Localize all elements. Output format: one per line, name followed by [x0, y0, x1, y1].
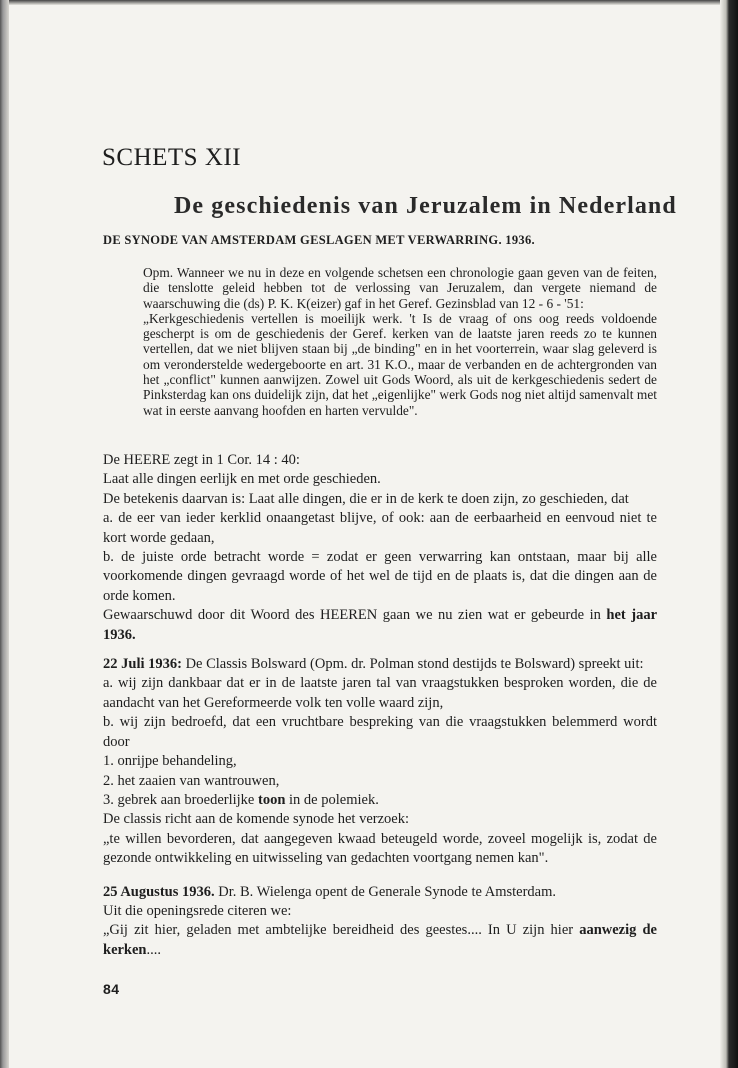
body-line: b. de juiste orde betracht worde = zodat er geen verwarring kan ontstaan, maar bij alle voorkomende dingen gevraagd worde of het wel de tijd en de plaats is, dat die dingen aan de orde komen.	[103, 549, 657, 604]
note-quote: „Kerkgeschiedenis vertellen is moeilijk werk. 't Is de vraag of ons oog reeds voldoende gescherpt is om de geschiedenis der Geref. kerken van de laatste jaren reeds zo te kunnen vertellen, dat we niet blijven staan bij „de binding" en in het voorterrein, waar slag geleverd is om veronderstelde wedergeboorte en art. 31 K.O., maar de verbanden en de achtergronden van het „conflict" kunnen aanwijzen. Zowel uit Gods Woord, als uit de kerkgeschiedenis sedert de Pinksterdag kan ons duidelijk zijn, dat het „eigenlijke" werk Gods nog niet altijd samenvalt met wat in eerste aanvang hoofden en harten vervulde".	[143, 310, 657, 418]
list-item: 3. gebrek aan broederlijke toon in de polemiek.	[103, 791, 379, 808]
entry-august: 25 Augustus 1936. Dr. B. Wielenga opent de Generale Synode te Amsterdam.	[103, 883, 557, 900]
body-line: De betekenis daarvan is: Laat alle dingen, die er in de kerk te doen zijn, zo geschieden, dat	[103, 490, 629, 507]
body-line: De classis richt aan de komende synode het verzoek:	[103, 811, 410, 828]
list-item: 2. het zaaien van wantrouwen,	[103, 772, 280, 789]
body-line: a. wij zijn dankbaar dat er in de laatste jaren tal van vraagstukken besproken worden, die de aandacht van het Gereformeerde volk ten volle waard zijn,	[103, 675, 657, 711]
body-line: De HEERE zegt in 1 Cor. 14 : 40:	[103, 452, 300, 468]
note-paragraph: Opm. Wanneer we nu in deze en volgende schetsen een chronologie gaan geven van de feiten, die tenslotte geleid hebben tot de verlossing van Jeruzalem, dan vergete niemand de waarschuwing die (ds) P. K. K(eizer) gaf in het Geref. Gezinsblad van 12 - 6 - '51:	[143, 265, 657, 311]
body-text	[103, 451, 657, 960]
page-number: 84	[103, 981, 120, 997]
body-line: „te willen bevorderen, dat aangegeven kwaad beteugeld worde, zoveel mogelijk is, zodat de gezonde ontwikkeling en uitwisseling van gedachten voortgang nemen kan".	[103, 830, 657, 867]
toon-emphasis: toon	[258, 791, 286, 808]
body-line: a. de eer van ieder kerklid onaangetast blijve, of ook: aan de eerbaarheid en eenvoud niet te kort worde gedaan,	[103, 510, 657, 546]
entry-july: 22 Juli 1936: De Classis Bolsward (Opm. dr. Polman stond destijds te Bolsward) spreekt uit:	[103, 656, 644, 673]
list-item: 1. onrijpe behandeling,	[103, 753, 237, 770]
body-line: Laat alle dingen eerlijk en met orde geschieden.	[103, 471, 381, 488]
year-emphasis: het jaar 1936.	[103, 607, 657, 643]
chapter-subtitle: DE SYNODE VAN AMSTERDAM GESLAGEN MET VERWARRING. 1936.	[103, 233, 535, 247]
body-line: b. wij zijn bedroefd, dat een vruchtbare bespreking van die vraagstukken belemmerd wordt door	[103, 714, 657, 750]
chapter-label: SCHETS XII	[102, 144, 242, 171]
entry-date: 25 Augustus 1936.	[103, 883, 215, 900]
body-line: Gewaarschuwd door dit Woord des HEEREN gaan we nu zien wat er gebeurde in het jaar 1936.	[103, 607, 657, 643]
body-line: „Gij zit hier, geladen met ambtelijke bereidheid des geestes.... In U zijn hier aanwezig de kerken....	[103, 922, 657, 958]
entry-date: 22 Juli 1936:	[103, 656, 182, 673]
editor-note	[143, 265, 657, 418]
chapter-title: De geschiedenis van Jeruzalem in Nederland	[174, 193, 677, 219]
kerken-emphasis: aanwezig de kerken	[103, 922, 657, 958]
body-line: Uit die openingsrede citeren we:	[103, 902, 292, 919]
